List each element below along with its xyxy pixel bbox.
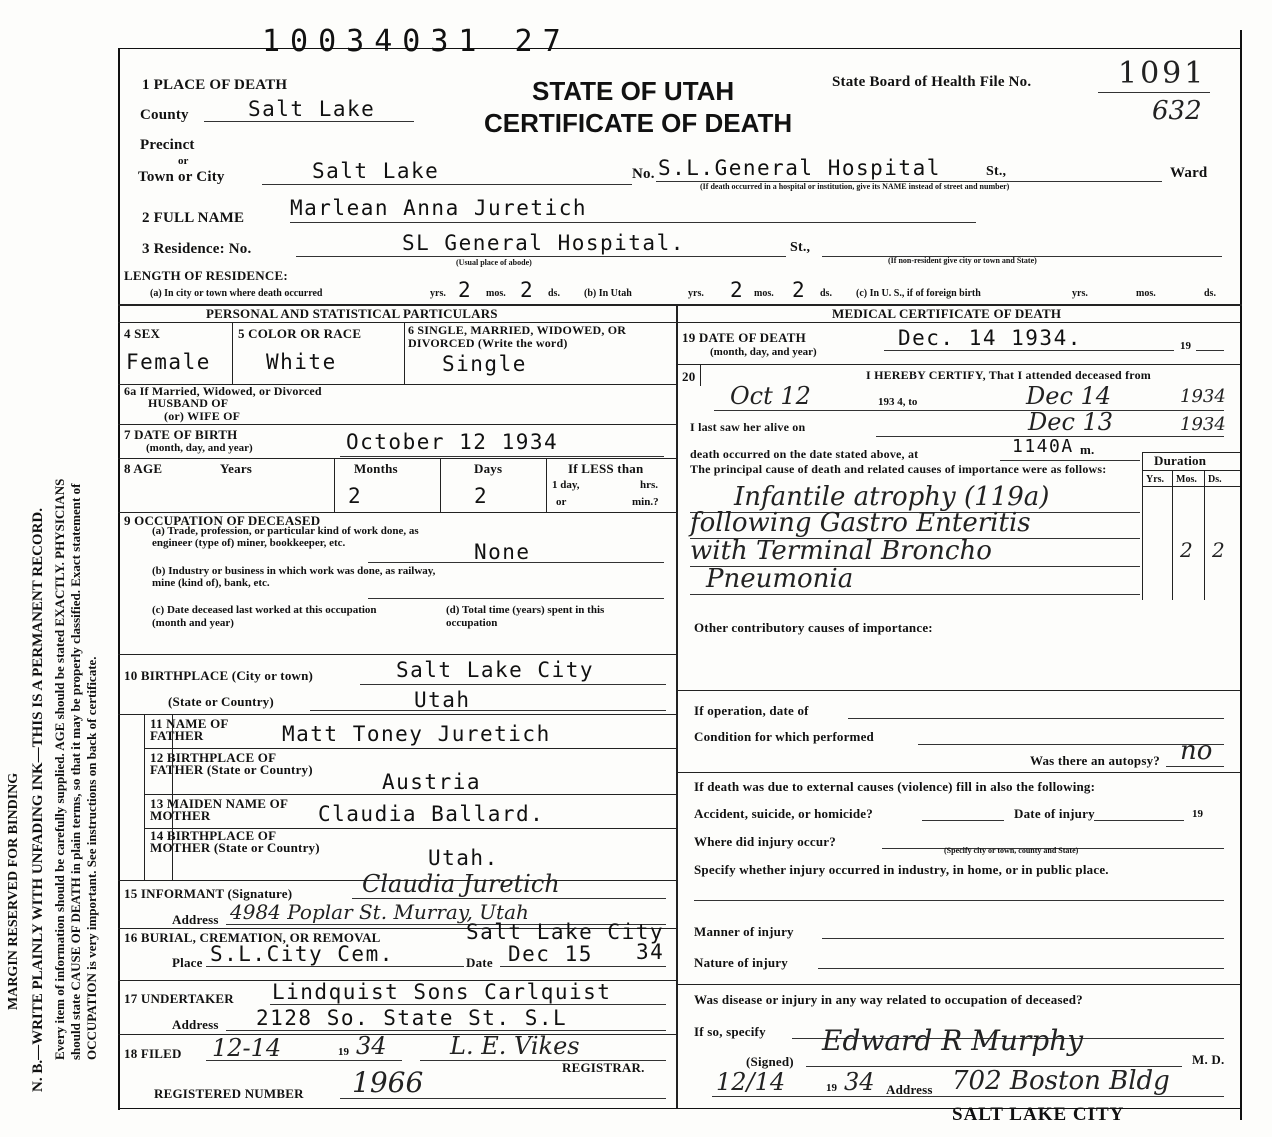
occupation-a-label: (a) Trade, profession, or particular kind of work done, as engineer (type of) miner, bookkeeper, etc. [152, 525, 419, 549]
precinct-label: Precinct [140, 137, 195, 153]
county-value: Salt Lake [248, 97, 376, 121]
attended-from-value: Oct 12 [730, 382, 811, 410]
duration-mos-label: Mos. [1176, 474, 1197, 485]
age-label: 8 AGE [124, 461, 163, 476]
father-birthplace-value: Austria [382, 770, 482, 794]
months-label: Months [354, 461, 398, 476]
residence-a-label: (a) In city or town where death occurred [150, 288, 323, 299]
signed-year: 34 [844, 1068, 875, 1096]
operation-label: If operation, date of [694, 703, 809, 718]
certify-label: I HEREBY CERTIFY, That I attended deceased from [866, 368, 1152, 382]
state-label: (State or Country) [168, 694, 274, 709]
spouse-label-3: (or) WIFE OF [164, 409, 241, 423]
birthplace-label: 10 BIRTHPLACE (City or town) [124, 668, 314, 683]
less-than-label: If LESS than [568, 461, 644, 476]
principal-cause-label: The principal cause of death and related causes of importance were as follows: [690, 462, 1107, 476]
mother-birthplace-value: Utah. [428, 846, 499, 870]
burial-date-value: Dec 15 [508, 942, 593, 966]
title-state: STATE OF UTAH [532, 76, 735, 106]
registered-number-label: REGISTERED NUMBER [154, 1086, 304, 1101]
full-name-label: 2 FULL NAME [142, 210, 245, 226]
dod-19-label: 19 [1180, 340, 1191, 352]
attended-year-value: 1934 [1180, 386, 1226, 407]
length-of-residence-label: LENGTH OF RESIDENCE: [124, 268, 288, 283]
hospital-note: (If death occurred in a hospital or institution, give its NAME instead of street and number) [700, 182, 1010, 191]
town-value: Salt Lake [312, 159, 440, 183]
cause-line-4: Pneumonia [706, 564, 854, 594]
undertaker-address-value: 2128 So. State St. S.L [256, 1006, 568, 1030]
accident-label: Accident, suicide, or homicide? [694, 806, 873, 821]
registrar-signature: L. E. Vikes [450, 1032, 580, 1060]
if-so-label: If so, specify [694, 1024, 766, 1039]
death-time-m: m. [1080, 442, 1095, 457]
age-days-value: 2 [474, 484, 489, 508]
date-of-death-label-1: 19 DATE OF DEATH [682, 330, 806, 345]
filed-date: 12-14 [212, 1034, 282, 1062]
mother-value: Claudia Ballard. [318, 802, 545, 826]
days-label: Days [474, 461, 503, 476]
hospital-no-label: No. [632, 166, 655, 182]
death-time-value: 1140A [1012, 436, 1074, 457]
spouse-label-1: 6a If Married, Widowed, or Divorced [124, 384, 322, 398]
last-saw-value: Dec 13 [1028, 408, 1114, 436]
residence-a-years: 2 [458, 278, 473, 302]
dob-value: October 12 1934 [346, 430, 559, 454]
attended-to-value: Dec 14 [1026, 382, 1112, 410]
margin-instruction-1: Every item of information should be carefully supplied. AGE should be stated EXACTLY. PHYSICIANS [52, 478, 67, 1060]
birthplace-value: Salt Lake City [396, 658, 595, 682]
manner-label: Manner of injury [694, 924, 794, 939]
burial-label: 16 BURIAL, CREMATION, OR REMOVAL [124, 930, 381, 945]
duration-days-value: 2 [1212, 538, 1225, 562]
occupation-value: None [474, 540, 531, 564]
sex-label: 4 SEX [124, 326, 161, 341]
one-day-label: 1 day, [552, 479, 580, 491]
informant-label: 15 INFORMANT (Signature) [124, 886, 293, 901]
cause-line-1: Infantile atrophy (119a) [734, 482, 1050, 512]
occupation-d-label: (d) Total time (years) spent in this occupation [446, 604, 605, 629]
father-value: Matt Toney Juretich [282, 722, 551, 746]
last-saw-label: I last saw her alive on [690, 420, 806, 434]
autopsy-label: Was there an autopsy? [1030, 753, 1161, 768]
residence-a-ds-label: ds. [548, 288, 560, 299]
dob-label-1: 7 DATE OF BIRTH [124, 427, 238, 442]
mother-label: 13 MAIDEN NAME OF MOTHER [150, 796, 288, 823]
occupation-label: 9 OCCUPATION OF DECEASED [124, 513, 321, 528]
duration-label: Duration [1154, 453, 1207, 468]
birth-state-value: Utah [414, 688, 471, 712]
last-saw-year: 1934 [1180, 414, 1226, 435]
usual-abode-note: (Usual place of abode) [456, 258, 532, 267]
informant-address: 4984 Poplar St. Murray, Utah [230, 900, 529, 924]
injury-date-label: Date of injury [1014, 806, 1095, 821]
town-label: Town or City [138, 169, 225, 185]
filed-year: 34 [356, 1032, 387, 1060]
residence-b-label: (b) In Utah [584, 288, 632, 299]
registered-number-value: 1966 [352, 1066, 424, 1099]
or-label: or [178, 155, 189, 167]
file-number: 1091 [1118, 56, 1207, 91]
residence-value: SL General Hospital. [402, 231, 685, 255]
margin-instruction-2: should state CAUSE OF DEATH in plain terms, so that it may be properly classified. Exact statement of [68, 483, 83, 1060]
street-label: St., [986, 164, 1007, 179]
county-label: County [140, 107, 189, 123]
age-months-value: 2 [348, 484, 363, 508]
injury-where-label: Where did injury occur? [694, 834, 836, 849]
margin-binding: MARGIN RESERVED FOR BINDING [6, 772, 21, 1010]
residence-label: 3 Residence: No. [142, 241, 252, 257]
margin-nb: N. B.—WRITE PLAINLY WITH UNFADING INK—THIS IS A PERMANENT RECORD. [30, 508, 46, 1092]
physician-address: 702 Boston Bldg [952, 1066, 1170, 1096]
signed-date: 12/14 [716, 1068, 786, 1096]
autopsy-value: no [1180, 736, 1213, 766]
signed-label: (Signed) [746, 1054, 794, 1069]
residence-a-mos-label: mos. [486, 288, 506, 299]
date-of-death-value: Dec. 14 1934. [898, 326, 1082, 350]
hrs-label: hrs. [640, 479, 659, 491]
dob-label-2: (month, day, and year) [146, 442, 253, 454]
ward-label: Ward [1170, 165, 1208, 181]
burial-value: Salt Lake City [466, 920, 665, 944]
or-min-label: or [556, 496, 567, 508]
nonresident-note: (If non-resident give city or town and State) [888, 256, 1037, 265]
burial-date-label: Date [466, 955, 493, 970]
undertaker-address-label: Address [172, 1017, 219, 1032]
margin-instruction-3: OCCUPATION is very important. See instructions on back of certificate. [84, 656, 99, 1060]
title-certificate: CERTIFICATE OF DEATH [484, 108, 793, 138]
residence-c-ds-label: ds. [1204, 288, 1216, 299]
informant-address-label: Address [172, 912, 219, 927]
race-label: 5 COLOR OR RACE [238, 326, 362, 341]
min-label: min.? [632, 496, 659, 508]
marital-label: 6 SINGLE, MARRIED, WIDOWED, OR DIVORCED (Write the word) [408, 323, 627, 350]
registrar-label: REGISTRAR. [562, 1060, 645, 1075]
medical-header: MEDICAL CERTIFICATE OF DEATH [832, 306, 1062, 321]
document-number: 10034031 27 [262, 24, 571, 59]
injury-specify-label: Specify whether injury occurred in industry, in home, or in public place. [694, 862, 1109, 877]
years-label: Years [220, 461, 253, 476]
burial-place-value: S.L.City Cem. [210, 942, 394, 966]
md-label: M. D. [1192, 1052, 1225, 1067]
residence-b-mos-label: mos. [754, 288, 774, 299]
item-20-label: 20 [682, 369, 696, 384]
full-name-value: Marlean Anna Juretich [290, 196, 588, 220]
injury-where-note: (Specify city or town, county and State) [944, 846, 1079, 855]
residence-c-mos-label: mos. [1136, 288, 1156, 299]
condition-label: Condition for which performed [694, 729, 874, 744]
race-value: White [266, 350, 337, 374]
father-label: 11 NAME OF FATHER [150, 716, 229, 743]
undertaker-value: Lindquist Sons Carlquist [272, 980, 612, 1004]
duration-months-value: 2 [1180, 538, 1193, 562]
filed-label: 18 FILED [124, 1046, 182, 1061]
occupation-b-label: (b) Industry or business in which work was done, as railway, mine (kind of), bank, etc. [152, 565, 436, 589]
duration-ds-label: Ds. [1208, 474, 1222, 485]
cause-line-3: with Terminal Broncho [690, 536, 992, 566]
date-of-death-label-2: (month, day, and year) [710, 346, 817, 358]
burial-place-label: Place [172, 955, 203, 970]
physician-address-label: Address [886, 1082, 933, 1097]
sex-value: Female [126, 350, 211, 374]
burial-year-value: 34 [636, 940, 665, 964]
marital-value: Single [442, 352, 527, 376]
residence-c-yrs-label: yrs. [1072, 288, 1088, 299]
undertaker-label: 17 UNDERTAKER [124, 991, 234, 1006]
informant-signature: Claudia Juretich [362, 870, 560, 898]
residence-c-label: (c) In U. S., if of foreign birth [856, 288, 981, 299]
physician-signature: Edward R Murphy [822, 1024, 1084, 1057]
residence-b-yrs-label: yrs. [688, 288, 704, 299]
nature-label: Nature of injury [694, 955, 788, 970]
external-causes-label: If death was due to external causes (violence) fill in also the following: [694, 779, 1096, 794]
place-of-death-label: 1 PLACE OF DEATH [142, 77, 288, 93]
residence-b-years: 2 [730, 278, 745, 302]
hospital-value: S.L.General Hospital [658, 156, 941, 180]
attended-to-label: 193 4, to [878, 396, 918, 408]
residence-b-ds-label: ds. [820, 288, 832, 299]
cause-line-2: following Gastro Enteritis [690, 508, 1031, 538]
residence-a-months: 2 [520, 278, 535, 302]
spouse-label-2: HUSBAND OF [148, 396, 229, 410]
personal-header: PERSONAL AND STATISTICAL PARTICULARS [206, 306, 498, 321]
injury-19-label: 19 [1192, 808, 1203, 820]
file-label: State Board of Health File No. [832, 74, 1032, 90]
signed-19-label: 19 [826, 1082, 837, 1094]
file-number-2: 632 [1152, 96, 1202, 126]
other-causes-label: Other contributory causes of importance: [694, 620, 933, 635]
duration-yrs-label: Yrs. [1146, 474, 1165, 485]
mother-birthplace-label: 14 BIRTHPLACE OF MOTHER (State or Country) [150, 828, 320, 855]
residence-street-label: St., [790, 240, 811, 255]
death-time-label: death occurred on the date stated above, at [690, 447, 919, 461]
occupation-c-label: (c) Date deceased last worked at this occupation (month and year) [152, 604, 377, 629]
residence-b-months: 2 [792, 278, 807, 302]
father-birthplace-label: 12 BIRTHPLACE OF FATHER (State or Country) [150, 750, 313, 777]
related-label: Was disease or injury in any way related to occupation of deceased? [694, 992, 1083, 1007]
city-stamp: SALT LAKE CITY [952, 1104, 1125, 1125]
residence-a-yrs-label: yrs. [430, 288, 446, 299]
filed-19-label: 19 [338, 1046, 349, 1058]
